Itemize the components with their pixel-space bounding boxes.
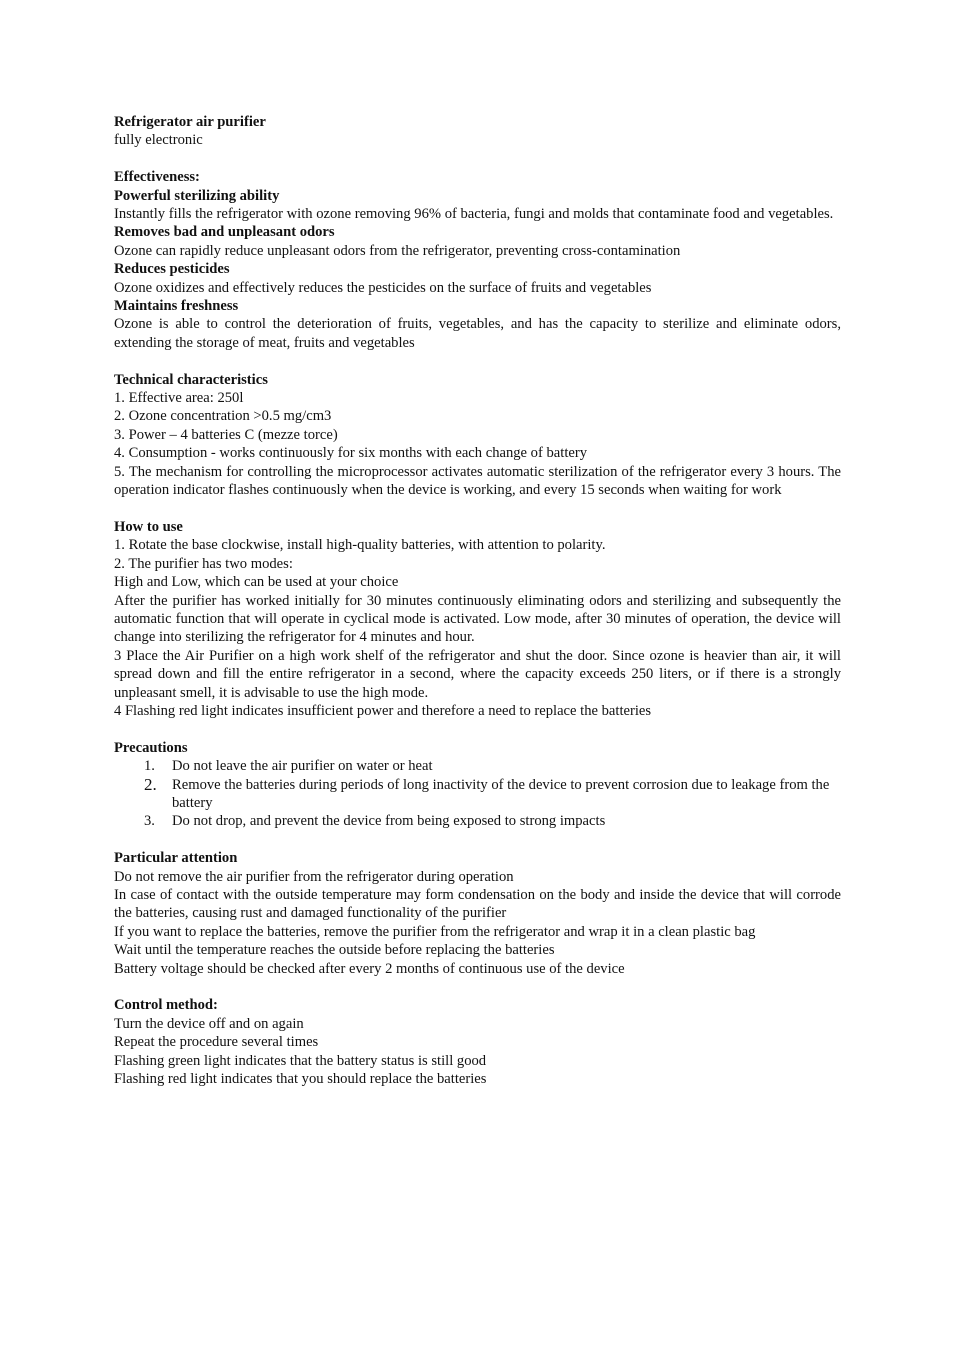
section-heading: How to use bbox=[114, 518, 183, 535]
feature-text: Ozone can rapidly reduce unpleasant odors from the refrigerator, preventing cross-contamination bbox=[114, 242, 681, 259]
technical-section bbox=[114, 371, 841, 500]
spec-line: 4. Consumption - works continuously for six months with each change of battery bbox=[114, 445, 588, 462]
attention-line: Battery voltage should be checked after every 2 months of continuous use of the device bbox=[114, 960, 625, 977]
section-heading: Particular attention bbox=[114, 850, 238, 867]
feature-heading: Powerful sterilizing ability bbox=[114, 187, 280, 204]
list-text: Do not leave the air purifier on water or heat bbox=[172, 758, 433, 775]
list-text: Remove the batteries during periods of long inactivity of the device to prevent corrosion due to leakage from the battery bbox=[172, 776, 830, 811]
feature-text: Ozone is able to control the deterioration of fruits, vegetables, and has the capacity to sterilize and eliminate odors, extending the storage of meat, fruits and vegetables bbox=[114, 316, 841, 351]
attention-line: Do not remove the air purifier from the refrigerator during operation bbox=[114, 868, 514, 885]
attention-line: If you want to replace the batteries, remove the purifier from the refrigerator and wrap it in a clean plastic bag bbox=[114, 923, 756, 940]
document-title: Refrigerator air purifier bbox=[114, 114, 266, 130]
attention-line: In case of contact with the outside temperature may form condensation on the body and inside the device that will corrode the batteries, causing rust and damaged functionality of the purifier bbox=[114, 886, 841, 922]
feature-heading: Reduces pesticides bbox=[114, 261, 230, 278]
spacer bbox=[114, 720, 841, 738]
precautions-section bbox=[114, 739, 841, 831]
how-to-use-section bbox=[114, 518, 841, 720]
list-item bbox=[114, 776, 841, 813]
list-text: Do not drop, and prevent the device from being exposed to strong impacts bbox=[172, 813, 606, 830]
attention-line: Wait until the temperature reaches the outside before replacing the batteries bbox=[114, 942, 555, 959]
control-line: Flashing green light indicates that the battery status is still good bbox=[114, 1052, 487, 1069]
spacer bbox=[114, 352, 841, 370]
spec-line: 2. Ozone concentration >0.5 mg/cm3 bbox=[114, 408, 332, 425]
feature-text: Ozone oxidizes and effectively reduces the pesticides on the surface of fruits and vegetables bbox=[114, 279, 652, 296]
spacer bbox=[114, 150, 841, 168]
control-line: Flashing red light indicates that you should replace the batteries bbox=[114, 1071, 487, 1088]
section-heading: Precautions bbox=[114, 739, 188, 756]
document-page bbox=[114, 113, 841, 1088]
spacer bbox=[114, 978, 841, 996]
spec-line: 5. The mechanism for controlling the microprocessor activates automatic sterilization of the refrigerator every 3 hours. The operation indicator flashes continuously when the device is working, and every 15 seconds when waiting for work bbox=[114, 463, 841, 499]
feature-heading: Removes bad and unpleasant odors bbox=[114, 224, 335, 241]
control-method-section bbox=[114, 996, 841, 1088]
section-heading: Effectiveness: bbox=[114, 169, 200, 186]
spacer bbox=[114, 500, 841, 518]
precautions-list bbox=[114, 757, 841, 831]
usage-line: 3 Place the Air Purifier on a high work shelf of the refrigerator and shut the door. Since ozone is heavier than air, it will spread down and fill the entire refrigerator in a second, where the capacity exceeds 250 liters, or if there is a strongly unpleasant smell, it is advisable to use the high mode. bbox=[114, 647, 841, 701]
spec-line: 3. Power – 4 batteries C (mezze torce) bbox=[114, 426, 338, 443]
usage-line: After the purifier has worked initially for 30 minutes continuously eliminating odors and sterilizing and subsequently the automatic function that will operate in cyclical mode is activated. Low mode, after 30 minutes of operation, the device will change into sterilizing the refrigerator for 4 minutes and hour. bbox=[114, 592, 841, 646]
usage-line: 2. The purifier has two modes: bbox=[114, 555, 293, 572]
list-number: 2. bbox=[144, 774, 157, 794]
list-item bbox=[114, 812, 841, 830]
spacer bbox=[114, 831, 841, 849]
attention-section bbox=[114, 849, 841, 978]
usage-line: High and Low, which can be used at your choice bbox=[114, 574, 399, 591]
usage-line: 1. Rotate the base clockwise, install high-quality batteries, with attention to polarity. bbox=[114, 537, 606, 554]
section-heading: Control method: bbox=[114, 997, 218, 1014]
list-item bbox=[114, 757, 841, 775]
control-line: Repeat the procedure several times bbox=[114, 1034, 319, 1051]
spec-line: 1. Effective area: 250l bbox=[114, 390, 244, 407]
feature-text: Instantly fills the refrigerator with ozone removing 96% of bacteria, fungi and molds that contaminate food and vegetables. bbox=[114, 206, 834, 223]
usage-line: 4 Flashing red light indicates insufficient power and therefore a need to replace the batteries bbox=[114, 702, 652, 719]
document-subtitle: fully electronic bbox=[114, 132, 203, 149]
section-heading: Technical characteristics bbox=[114, 371, 268, 388]
control-line: Turn the device off and on again bbox=[114, 1015, 304, 1032]
list-number: 3. bbox=[144, 813, 155, 830]
effectiveness-section bbox=[114, 168, 841, 352]
list-number: 1. bbox=[144, 758, 155, 775]
feature-heading: Maintains freshness bbox=[114, 298, 239, 315]
